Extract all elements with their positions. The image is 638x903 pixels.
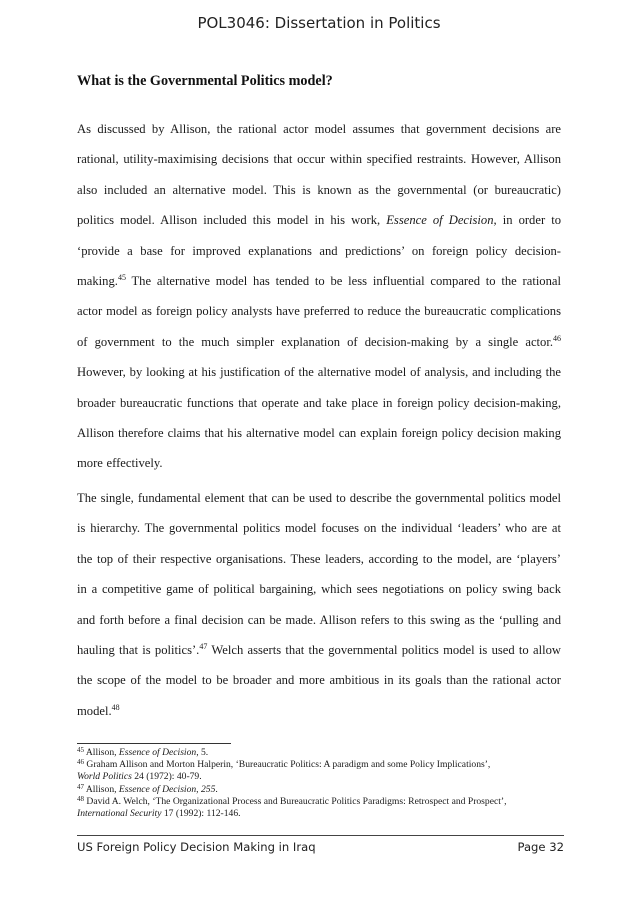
footnote-title: World Politics [77, 771, 132, 783]
paragraph-text: The single, fundamental element that can be used to describe the governmental politics model is hierarchy. The governmental politics model focuses on the individual ‘leaders’ who are at the top of their respective organisations. These leaders, according to the model, are ‘players’ in a competitive game of political bargaining, which sees negotiations on policy swing back and forth before a final decision can be made. Allison refers to this swing as the ‘pulling and hauling that is politics’. [77, 491, 561, 658]
footnote-number: 48 [77, 794, 84, 803]
footnote-number: 45 [77, 746, 84, 754]
footnote-48 [77, 796, 567, 808]
footnote-title: Essence of Decision, 255 [118, 783, 216, 795]
paragraph-text: Welch asserts that the governmental politics model is used to allow the scope of the model to be broader and more ambitious in its goals than the rational actor model. [77, 643, 561, 718]
footnote-45 [77, 747, 567, 759]
book-title: Essence of Decision, [386, 213, 497, 228]
footnote-text: 17 (1992): 112-146. [161, 808, 241, 820]
footnote-text: 24 (1972): 40-79. [131, 771, 202, 783]
paragraph-text: in order to ‘provide a base for improved explanations and predictions’ on foreign policy decision-making. [77, 213, 561, 289]
paragraph-2 [77, 483, 561, 726]
footnote-text: , 5. [196, 747, 209, 758]
footnote-ref[interactable]: 46 [553, 333, 561, 343]
footnote-48-cont [77, 808, 567, 820]
footnote-ref[interactable]: 45 [117, 273, 126, 283]
footnotes [77, 747, 567, 820]
footnote-title: Essence of Decision [118, 747, 197, 758]
footnote-number: 46 [77, 758, 84, 767]
footnote-46-cont [77, 771, 567, 783]
paragraph-1 [77, 114, 561, 479]
footnote-text: Graham Allison and Morton Halperin, ‘Bureaucratic Politics: A paradigm and some Policy Implications’, [84, 759, 491, 771]
footer-title: US Foreign Policy Decision Making in Iraq [77, 840, 316, 854]
paragraph-text: As discussed by Allison, the rational actor model assumes that government decisions are rational, utility-maximising decisions that occur within specified restraints. However, Allison also included an alternative model. This is known as the governmental (or bureaucratic) politics model. Allison included this model in his work, [77, 122, 561, 228]
footnote-title: International Security [77, 808, 162, 820]
footnote-ref[interactable]: 48 [111, 702, 120, 712]
footnote-text: Allison, [84, 747, 119, 758]
footnote-text: . [215, 783, 218, 795]
footnote-text: Allison, [84, 783, 119, 795]
page-number: Page 32 [517, 840, 564, 854]
section-heading: What is the Governmental Politics model? [77, 73, 333, 89]
paragraph-text: However, by looking at his justification of the alternative model of analysis, and including the broader bureaucratic functions that operate and take place in foreign policy decision-making, Allison therefore claims that his alternative model can explain foreign policy decision making more effectively. [77, 365, 561, 471]
footnote-number: 47 [77, 782, 84, 791]
footnote-47 [77, 784, 567, 796]
footer-separator [77, 835, 564, 836]
footnote-separator [77, 743, 231, 744]
paragraph-text: The alternative model has tended to be less influential compared to the rational actor model as foreign policy analysts have preferred to reduce the bureaucratic complications of government to the much simpler explanation of decision-making by a single actor. [77, 274, 561, 349]
running-header: POL3046: Dissertation in Politics [197, 14, 441, 32]
footnote-46 [77, 759, 567, 771]
footnote-text: David A. Welch, ‘The Organizational Process and Bureaucratic Politics Paradigms: Retrospect and Prospect’, [84, 795, 507, 807]
footnote-ref[interactable]: 47 [199, 642, 208, 652]
